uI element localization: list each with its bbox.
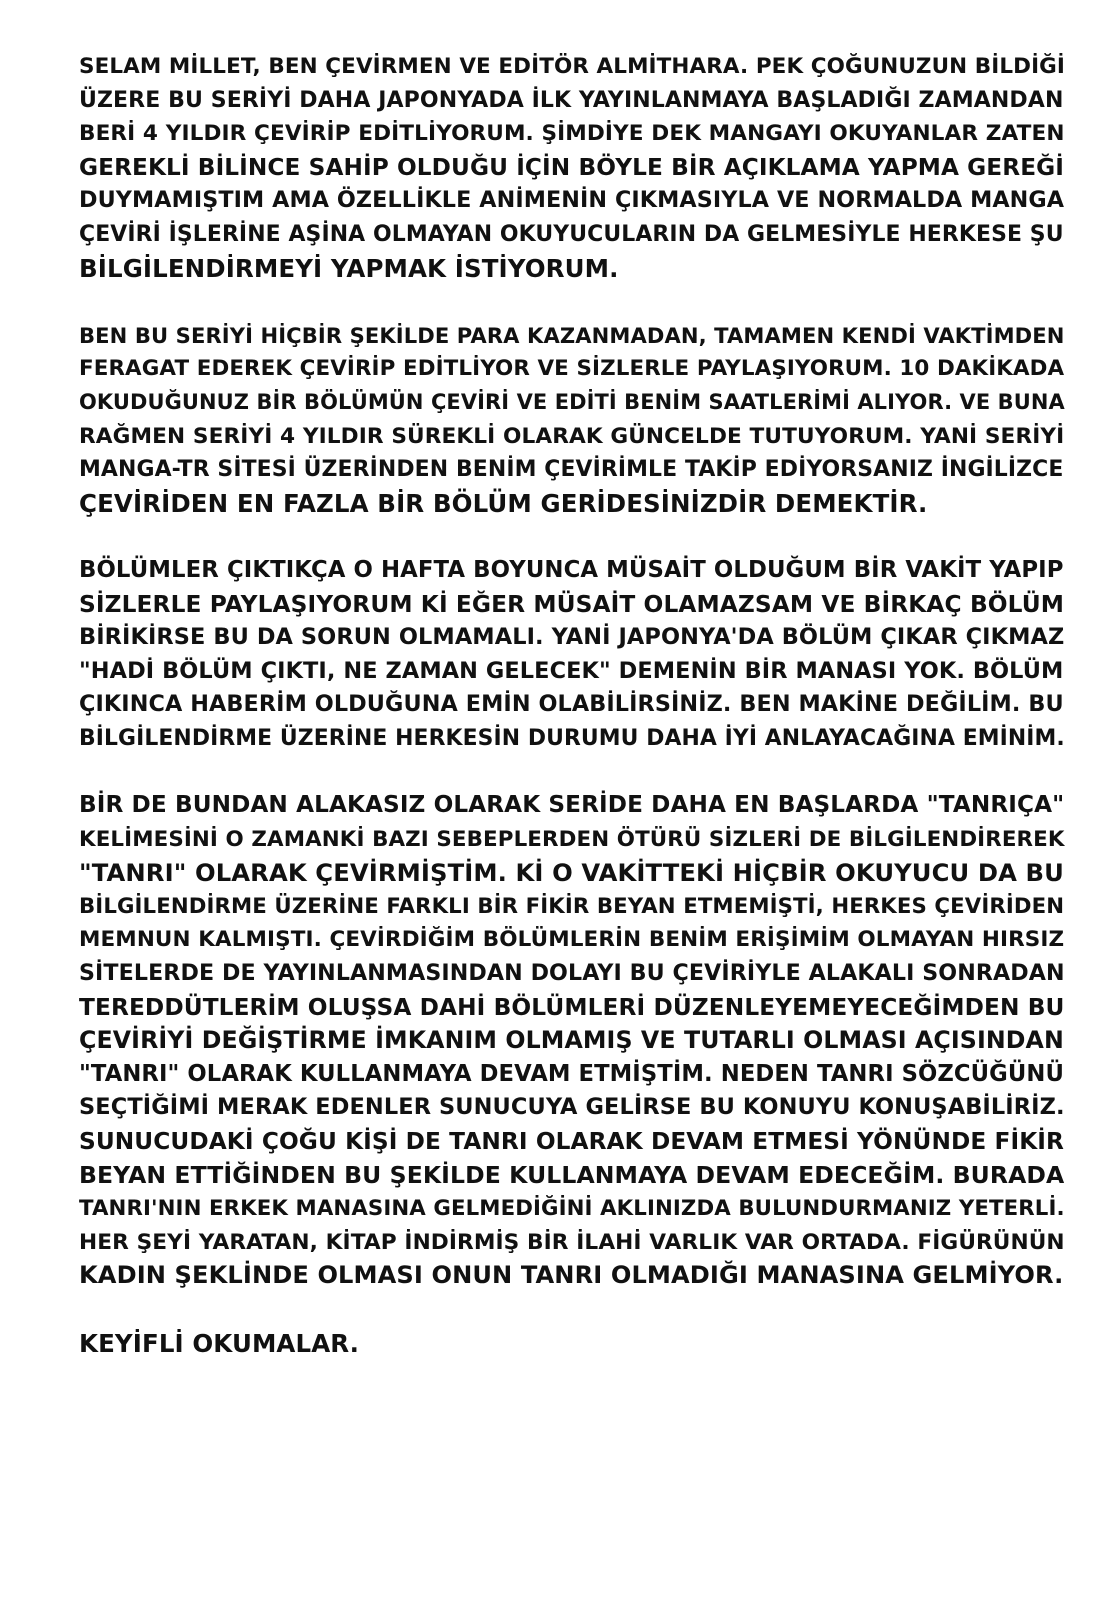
text-line: SİZLERLE PAYLAŞIYORUM Kİ EĞER MÜSAİT OLAMAZSAM VE BİRKAÇ BÖLÜM — [79, 590, 1065, 618]
text-line: KELİMESİNİ O ZAMANKİ BAZI SEBEPLERDEN ÖTÜRÜ SİZLERİ DE BİLGİLENDİREREK — [79, 826, 1065, 852]
text-line: TEREDDÜTLERİM OLUŞSA DAHİ BÖLÜMLERİ DÜZENLEYEMEYECEĞİMDEN BU — [79, 993, 1065, 1021]
paragraph-volunteer-work — [79, 319, 1069, 521]
text-line: BİLGİLENDİRMEYİ YAPMAK İSTİYORUM. — [79, 253, 619, 283]
text-line: FERAGAT EDEREK ÇEVİRİP EDİTLİYOR VE SİZLERLE PAYLAŞIYORUM. 10 DAKİKADA — [79, 356, 1065, 382]
text-line: MANGA-TR SİTESİ ÜZERİNDEN BENİM ÇEVİRİMLE TAKİP EDİYORSANIZ İNGİLİZCE — [79, 457, 1064, 483]
text-line: OKUDUĞUNUZ BİR BÖLÜMÜN ÇEVİRİ VE EDİTİ BENİM SAATLERİMİ ALIYOR. VE BUNA — [79, 389, 1065, 414]
paragraph-release-schedule — [79, 554, 1069, 756]
text-line: BEYAN ETTİĞİNDEN BU ŞEKİLDE KULLANMAYA DEVAM EDECEĞİM. BURADA — [79, 1160, 1065, 1189]
text-line: TANRI'NIN ERKEK MANASINA GELMEDİĞİNİ AKLINIZDA BULUNDURMANIZ YETERLİ. — [79, 1196, 1065, 1222]
translator-note — [79, 50, 1069, 1360]
text-line: "TANRI" OLARAK KULLANMAYA DEVAM ETMİŞTİM. NEDEN TANRI SÖZCÜĞÜNÜ — [79, 1060, 1064, 1087]
text-line: KEYİFLİ OKUMALAR. — [79, 1328, 360, 1358]
text-line: BİRİKİRSE BU DA SORUN OLMAMALI. YANİ JAPONYA'DA BÖLÜM ÇIKAR ÇIKMAZ — [79, 624, 1065, 651]
paragraph-intro — [79, 50, 1069, 285]
text-line: SEÇTİĞİMİ MERAK EDENLER SUNUCUYA GELİRSE BU KONUYU KONUŞABİLİRİZ. — [79, 1094, 1065, 1121]
text-line: BERİ 4 YILDIR ÇEVİRİP EDİTLİYORUM. ŞİMDİYE DEK MANGAYI OKUYANLAR ZATEN — [79, 121, 1065, 147]
text-line: BİLGİLENDİRME ÜZERİNE HERKESİN DURUMU DAHA İYİ ANLAYACAĞINA EMİNİM. — [79, 725, 1065, 751]
text-line: KADIN ŞEKLİNDE OLMASI ONUN TANRI OLMADIĞI MANASINA GELMİYOR. — [79, 1261, 1064, 1290]
text-line: BİR DE BUNDAN ALAKASIZ OLARAK SERİDE DAHA EN BAŞLARDA "TANRIÇA" — [79, 792, 1065, 819]
text-line: RAĞMEN SERİYİ 4 YILDIR SÜREKLİ OLARAK GÜNCELDE TUTUYORUM. YANİ SERİYİ — [79, 423, 1065, 449]
text-line: GEREKLİ BİLİNCE SAHİP OLDUĞU İÇİN BÖYLE BİR AÇIKLAMA YAPMA GEREĞİ — [79, 153, 1065, 181]
paragraph-translation-choice — [79, 789, 1069, 1293]
text-line: SELAM MİLLET, BEN ÇEVİRMEN VE EDİTÖR ALMİTHARA. PEK ÇOĞUNUZUN BİLDİĞİ — [79, 54, 1066, 79]
text-line: "HADİ BÖLÜM ÇIKTI, NE ZAMAN GELECEK" DEMENİN BİR MANASI YOK. BÖLÜM — [79, 657, 1064, 684]
text-line: ÇEVİRİ İŞLERİNE AŞİNA OLMAYAN OKUYUCULARIN DA GELMESİYLE HERKESE ŞU — [79, 221, 1064, 247]
text-line: ÇEVİRİDEN EN FAZLA BİR BÖLÜM GERİDESİNİZDİR DEMEKTİR. — [79, 488, 928, 518]
paragraph-closing — [79, 1327, 1069, 1361]
text-line: BÖLÜMLER ÇIKTIKÇA O HAFTA BOYUNCA MÜSAİT OLDUĞUM BİR VAKİT YAPIP — [79, 556, 1064, 583]
text-line: SUNUCUDAKİ ÇOĞU KİŞİ DE TANRI OLARAK DEVAM ETMESİ YÖNÜNDE FİKİR — [79, 1128, 1065, 1155]
text-line: MEMNUN KALMIŞTI. ÇEVİRDİĞİM BÖLÜMLERİN BENİM ERİŞİMİM OLMAYAN HIRSIZ — [79, 927, 1065, 953]
text-line: BEN BU SERİYİ HİÇBİR ŞEKİLDE PARA KAZANMADAN, TAMAMEN KENDİ VAKTİMDEN — [79, 322, 1065, 348]
text-line: ÜZERE BU SERİYİ DAHA JAPONYADA İLK YAYINLANMAYA BAŞLADIĞI ZAMANDAN — [79, 87, 1064, 113]
text-line: DUYMAMIŞTIM AMA ÖZELLİKLE ANİMENİN ÇIKMASIYLA VE NORMALDA MANGA — [79, 187, 1065, 214]
text-line: HER ŞEYİ YARATAN, KİTAP İNDİRMİŞ BİR İLAHİ VARLIK VAR ORTADA. FİGÜRÜNÜN — [79, 1229, 1065, 1255]
text-line: BİLGİLENDİRME ÜZERİNE FARKLI BİR FİKİR BEYAN ETMEMİŞTİ, HERKES ÇEVİRİDEN — [79, 893, 1065, 919]
text-line: ÇEVİRİYİ DEĞİŞTİRME İMKANIM OLMAMIŞ VE TUTARLI OLMASI AÇISINDAN — [79, 1026, 1064, 1055]
text-line: SİTELERDE DE YAYINLANMASINDAN DOLAYI BU ÇEVİRİYLE ALAKALI SONRADAN — [79, 960, 1065, 987]
text-line: ÇIKINCA HABERİM OLDUĞUNA EMİN OLABİLİRSİNİZ. BEN MAKİNE DEĞİLİM. BU — [79, 691, 1064, 718]
text-line: "TANRI" OLARAK ÇEVİRMİŞTİM. Kİ O VAKİTTEKİ HİÇBİR OKUYUCU DA BU — [79, 858, 1064, 888]
